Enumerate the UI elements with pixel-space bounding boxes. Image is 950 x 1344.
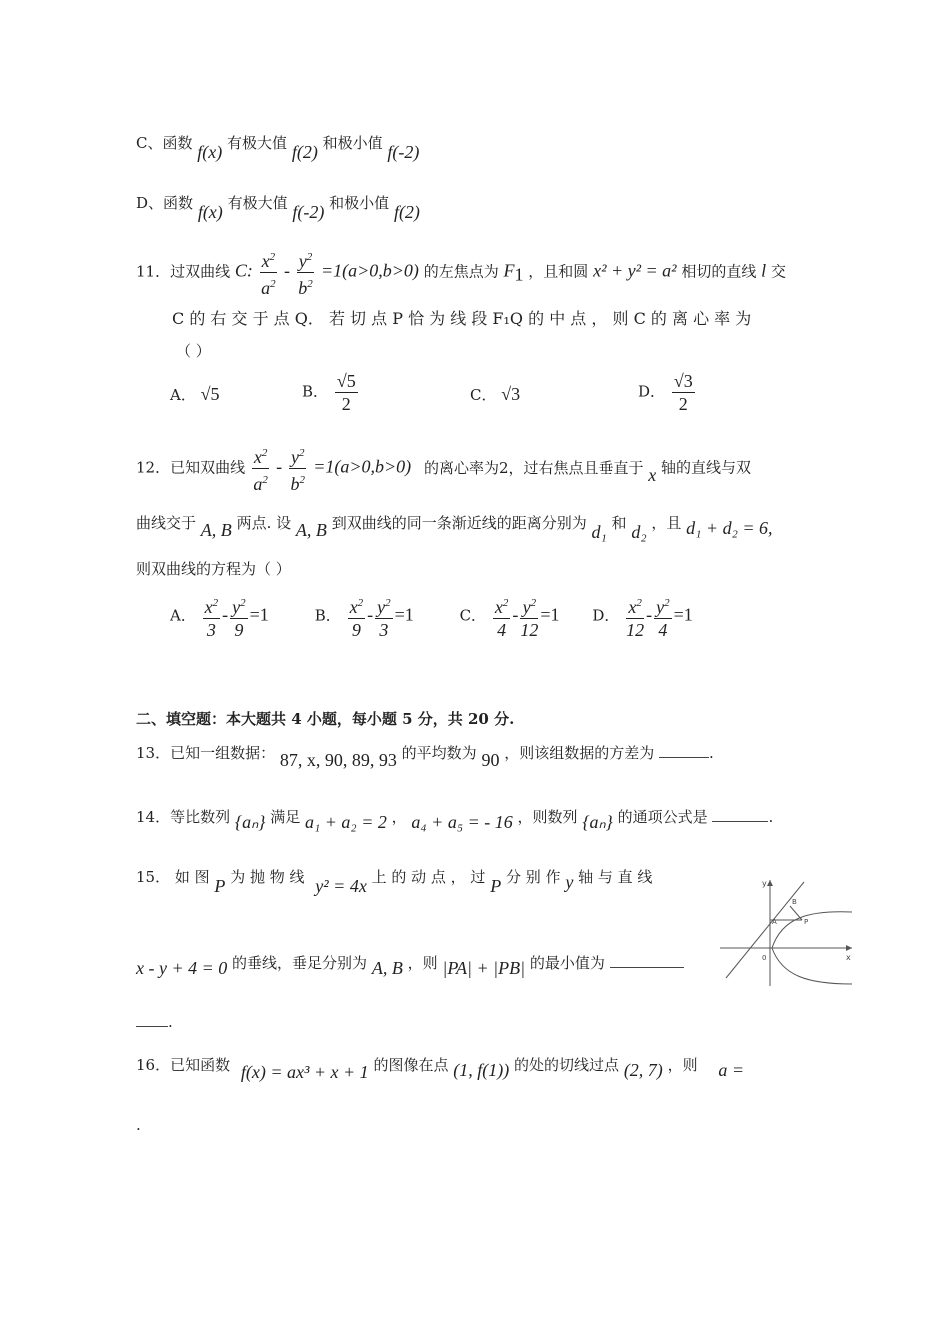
point-a-label: A xyxy=(772,918,777,926)
text: 的平均数为 xyxy=(401,744,477,762)
text: 的处的切线过点 xyxy=(514,1056,620,1074)
q13: 13．已知一组数据： 87, x, 90, 89, 93 的平均数为 90 ，则该组数据的方差为 . xyxy=(136,744,714,770)
text: ，则数列 xyxy=(517,808,578,826)
option-label: B． xyxy=(302,382,329,401)
math: d₁ xyxy=(591,522,607,542)
math: (1, f(1)) xyxy=(453,1060,510,1080)
text: 有极大值 xyxy=(227,134,288,152)
option-label: D． xyxy=(592,606,620,625)
fraction: $\frac{√5}{2}$ xyxy=(336,371,356,414)
text: 交 xyxy=(770,262,786,281)
math: x - y + 4 = 0 xyxy=(136,958,228,978)
section-heading: 二、填空题：本大题共 4 小题，每小题 5 分，共 20 分. xyxy=(136,710,515,728)
q16 xyxy=(136,1054,745,1082)
q12-option-d: D． $\frac{x^2}{12}$ - $\frac{y^2}{4}$ =1 xyxy=(592,592,732,641)
answer-blank[interactable] xyxy=(712,807,768,822)
question-number: 11．过双曲线 xyxy=(136,262,231,281)
math: f(x) xyxy=(197,142,223,162)
answer-blank[interactable] xyxy=(136,1012,168,1027)
text: 15． 如 图 xyxy=(136,868,210,886)
text: 和极小值 xyxy=(329,194,390,212)
option-label: D． xyxy=(638,382,666,401)
q15-stem xyxy=(136,866,653,896)
math: d₁ + d₂ = 6, xyxy=(686,518,773,538)
fraction: $\frac{x^2}{a^2}$ xyxy=(252,442,270,495)
math: f(2) xyxy=(291,142,318,162)
text: 16．已知函数 xyxy=(136,1056,231,1074)
q12-option-a: A． $\frac{x^2}{3}$ - $\frac{y^2}{9}$ =1 xyxy=(170,592,310,641)
text: 轴 与 直 线 xyxy=(578,868,653,886)
q10-option-c xyxy=(136,132,420,162)
text: ，则 xyxy=(407,954,438,972)
q10-option-d xyxy=(136,192,420,222)
math: =1(a>0,b>0) xyxy=(313,456,412,477)
fraction: $\frac{y^2}{b^2}$ xyxy=(297,246,315,299)
math: l xyxy=(761,260,767,281)
answer-blank[interactable] xyxy=(610,953,684,968)
answer-blank[interactable] xyxy=(659,743,709,758)
text: 和极小值 xyxy=(322,134,383,152)
q12-option-c: C． $\frac{x^2}{4}$ - $\frac{y^2}{12}$ =1 xyxy=(460,592,588,641)
math: =1(a>0,b>0) xyxy=(321,260,419,281)
text: 轴的直线与双 xyxy=(661,458,752,477)
q11-option-d xyxy=(638,370,697,415)
q11-stem-line2: C 的 右 交 于 点 Q． 若 切 点 P 恰 为 线 段 F₁Q 的 中 点 ， 则 C 的 离 心 率 为 xyxy=(172,309,752,328)
q11-option-a xyxy=(170,384,220,405)
option-label: C． xyxy=(459,606,487,625)
text: 14．等比数列 xyxy=(136,808,231,826)
q15-blank-continued: . xyxy=(136,1012,173,1031)
y-axis-label: y xyxy=(762,879,767,888)
q12-options xyxy=(170,592,732,641)
math: P xyxy=(490,876,502,896)
q11-paren: （ ） xyxy=(176,342,211,360)
math: C: xyxy=(234,260,253,281)
q12-stem-line3: 则双曲线的方程为（ ） xyxy=(136,560,291,578)
option-label: C、函数 xyxy=(136,134,193,152)
math: a₁ + a₂ = 2 xyxy=(305,812,387,832)
point-b-label: B xyxy=(792,898,797,906)
text: 到双曲线的同一条渐近线的距离分别为 xyxy=(331,514,587,532)
math: f(2) xyxy=(393,202,420,222)
q11-stem: 11．过双曲线 C: $\frac{x^2}{a^2}$ - $\frac{y^2}{b^2}$ =1(a>0,b>0) 的左焦点为 $F_1$ ，且和圆 x² + y² = a² 相切的直线 l 交 xyxy=(136,246,786,299)
question-number: 12．已知双曲线 xyxy=(136,458,246,477)
text: 和 xyxy=(611,514,627,532)
math: (2, 7) xyxy=(623,1060,663,1080)
text: 有极大值 xyxy=(227,194,288,212)
q12-option-b: B． $\frac{x^2}{9}$ - $\frac{y^2}{3}$ =1 xyxy=(315,592,455,641)
math: x² + y² = a² xyxy=(593,260,677,281)
math: 90 xyxy=(481,750,500,770)
text: 为 抛 物 线 xyxy=(230,868,305,886)
parabola-figure xyxy=(718,876,854,988)
q11-option-c xyxy=(470,384,520,405)
math: y xyxy=(565,872,574,892)
math: 87, x, 90, 89, 93 xyxy=(279,750,397,770)
text: 满足 xyxy=(270,808,301,826)
q15-stem-line2 xyxy=(136,952,684,978)
math: A, B xyxy=(200,520,232,540)
math: a₄ + a₅ = - 16 xyxy=(411,812,513,832)
math: A, B xyxy=(371,958,403,978)
math: x xyxy=(648,464,657,485)
text: 的图像在点 xyxy=(373,1056,449,1074)
text: 的左焦点为 xyxy=(423,262,499,281)
math: √3 xyxy=(501,384,521,404)
math: f(-2) xyxy=(387,142,420,162)
option-label: D、函数 xyxy=(136,194,194,212)
origin-label: 0 xyxy=(762,954,767,962)
text: ，则 xyxy=(667,1056,698,1074)
option-label: A． xyxy=(170,606,196,625)
text: 两点. 设 xyxy=(236,514,292,532)
x-axis-label: x xyxy=(846,953,851,962)
q16-end: . xyxy=(136,1116,141,1134)
math: f(x) = ax³ + x + 1 xyxy=(240,1062,369,1082)
text: ，且和圆 xyxy=(528,262,589,281)
fraction: $\frac{x^2}{a^2}$ xyxy=(260,246,278,299)
q11-option-b xyxy=(302,370,360,415)
text: ，则该组数据的方差为 xyxy=(504,744,655,762)
text: 的最小值为 xyxy=(529,954,605,972)
text: 的垂线，垂足分别为 xyxy=(232,954,368,972)
point-p-label: P xyxy=(804,918,809,926)
q14: 14．等比数列 {aₙ} 满足 a₁ + a₂ = 2 ， a₄ + a₅ = - 16 ，则数列 {aₙ} 的通项公式是 . xyxy=(136,808,774,832)
q12-stem: 12．已知双曲线 $\frac{x^2}{a^2}$ - $\frac{y^2}{b^2}$ =1(a>0,b>0) 的离心率为2，过右焦点且垂直于 x 轴的直线与双 xyxy=(136,442,751,495)
option-label: C． xyxy=(470,386,497,404)
math: √5 xyxy=(200,384,220,404)
fraction: $\frac{√3}{2}$ xyxy=(673,371,693,414)
math: F xyxy=(503,260,515,281)
text: 曲线交于 xyxy=(136,514,197,532)
math: A, B xyxy=(295,520,327,540)
math: y² = 4x xyxy=(315,876,367,896)
text: 分 别 作 xyxy=(506,868,561,886)
text: 的通项公式是 xyxy=(617,808,708,826)
text: 的离心率为2，过右焦点且垂直于 xyxy=(423,458,644,477)
math: P xyxy=(214,876,226,896)
text: ，且 xyxy=(651,514,682,532)
text: 13．已知一组数据： xyxy=(136,744,276,762)
math: {aₙ} xyxy=(582,812,613,832)
math: {aₙ} xyxy=(234,812,266,832)
q12-stem-line2 xyxy=(136,512,773,542)
math: f(x) xyxy=(197,202,223,222)
option-label: A． xyxy=(170,386,196,404)
math: d₂ xyxy=(631,522,647,542)
math: |PA| + |PB| xyxy=(442,958,526,978)
text: 相切的直线 xyxy=(681,262,757,281)
math: f(-2) xyxy=(292,202,325,222)
fraction: $\frac{y^2}{b^2}$ xyxy=(289,442,307,495)
option-label: B． xyxy=(314,606,341,625)
text: 上 的 动 点 ， 过 xyxy=(371,868,486,886)
math: a = xyxy=(718,1060,745,1080)
